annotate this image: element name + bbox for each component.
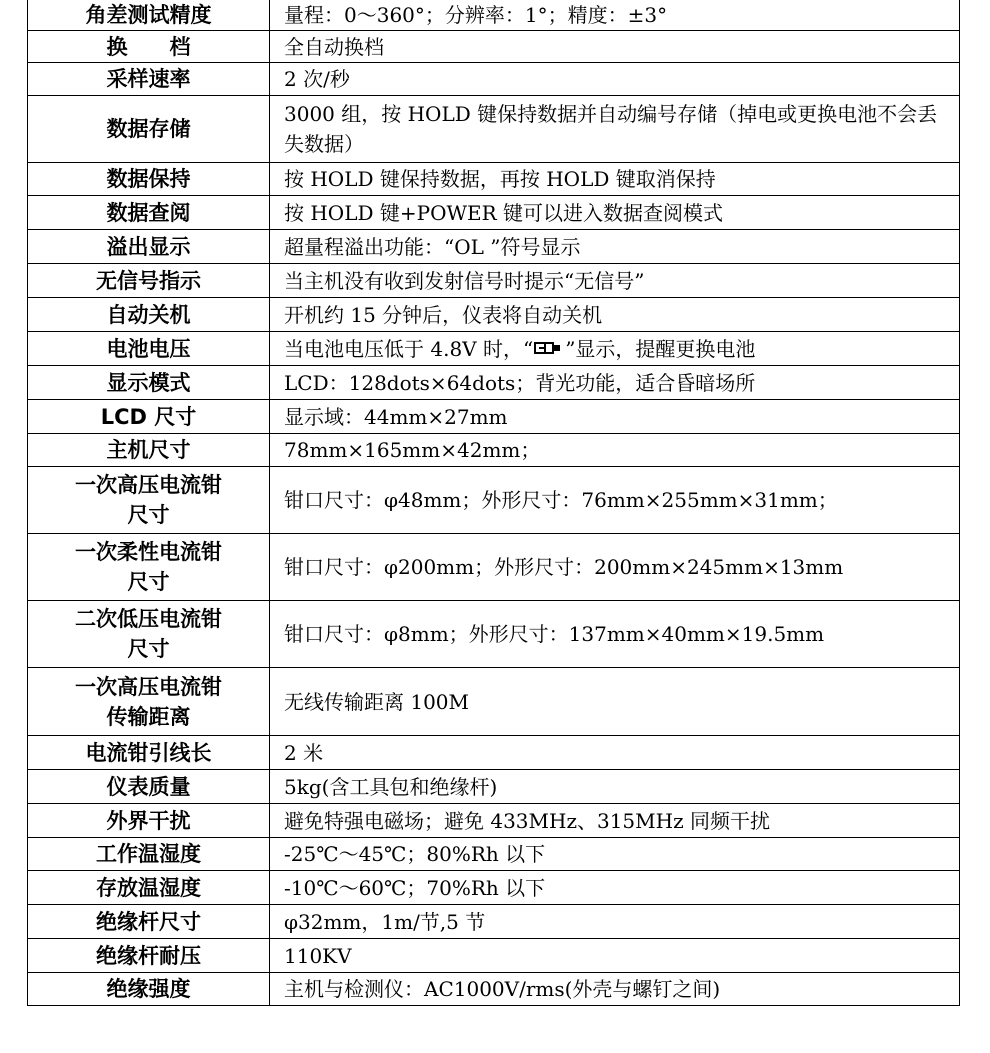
- row-label: LCD 尺寸: [28, 400, 270, 434]
- row-value: 避免特强电磁场；避免 433MHz、315MHz 同频干扰: [270, 804, 960, 838]
- table-row: [28, 668, 960, 736]
- table-row: [28, 770, 960, 804]
- table-row: [28, 96, 960, 163]
- row-label: 数据保持: [28, 163, 270, 196]
- row-label: [28, 601, 270, 668]
- row-value: 78mm×165mm×42mm；: [270, 434, 960, 467]
- table-row: [28, 534, 960, 601]
- table-row: [28, 366, 960, 400]
- row-value: 110KV: [270, 939, 960, 973]
- value-text-after: ”显示，提醒更换电池: [565, 336, 756, 361]
- row-label-line1: 一次柔性电流钳: [75, 540, 222, 564]
- row-value: 超量程溢出功能：“OL ”符号显示: [270, 230, 960, 264]
- row-value: 2 次/秒: [270, 63, 960, 96]
- table-row: [28, 973, 960, 1006]
- row-value: 全自动换档: [270, 31, 960, 63]
- row-value: 显示域：44mm×27mm: [270, 400, 960, 434]
- row-label: 绝缘强度: [28, 973, 270, 1006]
- row-label: [28, 467, 270, 534]
- table-row: [28, 264, 960, 298]
- row-value: 当主机没有收到发射信号时提示“无信号”: [270, 264, 960, 298]
- row-label: 电流钳引线长: [28, 736, 270, 770]
- table-row: [28, 298, 960, 332]
- row-value: 按 HOLD 键保持数据，再按 HOLD 键取消保持: [270, 163, 960, 196]
- row-label: 绝缘杆尺寸: [28, 905, 270, 939]
- row-value: 钳口尺寸：φ200mm；外形尺寸：200mm×245mm×13mm: [270, 534, 960, 601]
- row-value: 钳口尺寸：φ8mm；外形尺寸：137mm×40mm×19.5mm: [270, 601, 960, 668]
- value-text-before: 当电池电压低于 4.8V 时，“: [284, 336, 534, 361]
- row-label: 溢出显示: [28, 230, 270, 264]
- table-row: [28, 230, 960, 264]
- row-label-line2: 尺寸: [127, 503, 170, 527]
- row-value: 无线传输距离 100M: [270, 668, 960, 736]
- row-value: -10℃～60℃；70%Rh 以下: [270, 871, 960, 905]
- row-value: [270, 332, 960, 366]
- row-label-line1: 一次高压电流钳: [75, 473, 222, 497]
- row-label: 数据查阅: [28, 196, 270, 230]
- row-value: LCD：128dots×64dots；背光功能，适合昏暗场所: [270, 366, 960, 400]
- row-label: 自动关机: [28, 298, 270, 332]
- table-row: [28, 804, 960, 838]
- row-value: φ32mm，1m/节,5 节: [270, 905, 960, 939]
- row-label: 采样速率: [28, 63, 270, 96]
- row-label: 主机尺寸: [28, 434, 270, 467]
- table-row: [28, 400, 960, 434]
- row-value: 5kg(含工具包和绝缘杆): [270, 770, 960, 804]
- table-row: [28, 0, 960, 31]
- row-value: 钳口尺寸：φ48mm；外形尺寸：76mm×255mm×31mm；: [270, 467, 960, 534]
- row-label: 角差测试精度: [28, 0, 270, 31]
- row-label: 换 档: [28, 31, 270, 63]
- row-label: [28, 668, 270, 736]
- row-value: 按 HOLD 键+POWER 键可以进入数据查阅模式: [270, 196, 960, 230]
- table-row: [28, 63, 960, 96]
- table-row: [28, 467, 960, 534]
- table-row: [28, 939, 960, 973]
- row-label: 数据存储: [28, 96, 270, 163]
- row-label-line2: 尺寸: [127, 637, 170, 661]
- row-label: 外界干扰: [28, 804, 270, 838]
- row-label-line1: 一次高压电流钳: [75, 674, 222, 699]
- table-row: [28, 434, 960, 467]
- row-label: 电池电压: [28, 332, 270, 366]
- table-row: [28, 163, 960, 196]
- table-row: [28, 871, 960, 905]
- table-row: [28, 332, 960, 366]
- row-label-line2: 传输距离: [106, 704, 191, 729]
- row-value: 3000 组，按 HOLD 键保持数据并自动编号存储（掉电或更换电池不会丢失数据）: [270, 96, 960, 163]
- table-row: [28, 838, 960, 871]
- table-row: [28, 905, 960, 939]
- table-row: [28, 601, 960, 668]
- row-label: 仪表质量: [28, 770, 270, 804]
- row-label: [28, 534, 270, 601]
- row-value: 主机与检测仪：AC1000V/rms(外壳与螺钉之间): [270, 973, 960, 1006]
- row-value: 量程：0～360°；分辨率：1°；精度：±3°: [270, 0, 960, 31]
- row-label: 显示模式: [28, 366, 270, 400]
- row-label: 绝缘杆耐压: [28, 939, 270, 973]
- row-label-line2: 尺寸: [127, 570, 170, 594]
- row-value: 2 米: [270, 736, 960, 770]
- row-label: 工作温湿度: [28, 838, 270, 871]
- row-label-line1: 二次低压电流钳: [75, 607, 222, 631]
- table-row: [28, 736, 960, 770]
- battery-low-icon: [534, 341, 564, 357]
- row-label: 存放温湿度: [28, 871, 270, 905]
- spec-table: [27, 0, 960, 1006]
- row-value: 开机约 15 分钟后，仪表将自动关机: [270, 298, 960, 332]
- table-row: [28, 31, 960, 63]
- row-label: 无信号指示: [28, 264, 270, 298]
- row-value: -25℃～45℃；80%Rh 以下: [270, 838, 960, 871]
- table-row: [28, 196, 960, 230]
